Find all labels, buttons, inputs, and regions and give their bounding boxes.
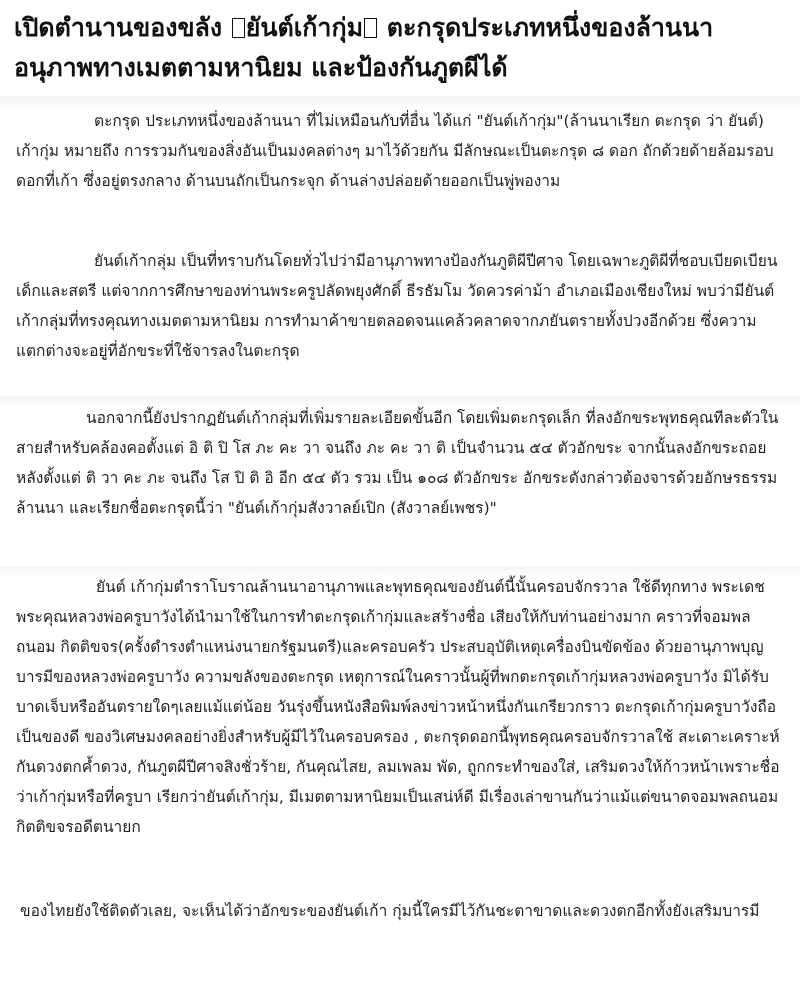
missing-glyph-icon (232, 18, 245, 38)
article-paragraph-1: ตะกรุด ประเภทหนึ่งของล้านนา ที่ไม่เหมือนกับที่อื่น ได้แก่ "ยันต์เก้ากุ่ม"(ล้านนาเรียก ตะกรุด ว่า ยันต์) เก้ากุ่ม หมายถึง การรวมกันของสิ่งอันเป็นมงคลต่างๆ มาไว้ด้วยกัน มีลักษณะเป็นตะกรุด ๘ ดอก ถักด้วยด้ายล้อมรอบดอกที่เก้า ซึ่งอยู่ตรงกลาง ด้านบนถักเป็นกระจุก ด้านล่างปล่อยด้ายออกเป็นพู่พองาม (16, 112, 774, 190)
title-part-2: ยันต์เก้ากุ่ม (245, 13, 364, 42)
article-paragraph-3: นอกจากนี้ยังปรากฏยันต์เก้ากลุ่มที่เพิ่มรายละเอียดขั้นอีก โดยเพิ่มตะกรุดเล็ก ที่ลงอักขระพุทธคุณทีละตัวในสายสำหรับคล้องคอตั้งแต่ อิ ติ ปิ โส ภะ คะ วา จนถึง ภะ คะ วา ติ เป็นจำนวน ๕๔ ตัวอักขระ จากนั้นลงอักขระถอยหลังตั้งแต่ ติ วา คะ ภะ จนถึง โส ปิ ติ อิ อีก ๕๔ ตัว รวม เป็น ๑๐๘ ตัวอักขระ อักขระดังกล่าวต้องจารด้วยอักษรธรรมล้านนา และเรียกชื่อตะกรุดนี้ว่า "ยันต์เก้ากุ่มสังวาลย์เปิก (สังวาลย์เพชร)" (16, 409, 779, 517)
article-paragraph-2: ยันต์เก้ากลุ่ม เป็นที่ทราบกันโดยทั่วไปว่ามีอานุภาพทางป้องกันภูติผีปีศาจ โดยเฉพาะภูติผีที่ชอบเบียดเบียนเด็กและสตรี แต่จากการศึกษาของท่านพระครูปลัดพยุงศักดิ์ ธีรธัมโม วัดควรค่าม้า อำเภอเมืองเชียงใหม่ พบว่ามียันต์เก้ากลุ่มที่ทรงคุณทางเมตตามหานิยม การทำมาค้าขายตลอดจนแคล้วคลาดจากภยันตรายทั้งปวงอีกด้วย ซึ่งความแตกต่างจะอยู่ที่อักขระที่ใช้จารลงในตะกรุด (16, 252, 778, 360)
article-paragraph-5: ของไทยยังใช้ติดตัวเลย, จะเห็นได้ว่าอักขระของยันต์เก้า กุ่มนี้ใครมีไว้กันชะตาขาดและดวงตกอีกทั้งยังเสริมบารมี (20, 902, 760, 920)
title-part-3: ตะกรุดประเภทหนึ่งของล้านนา อนุภาพทางเมตตามหานิยม และป้องกันภูตผีได้ (14, 13, 714, 82)
article-title (14, 8, 790, 88)
article-paragraph-4: ยันต์ เก้ากุ่มตำราโบราณล้านนาอานุภาพและพุทธคุณของยันต์นี้นั้นครอบจักรวาล ใช้ดีทุกทาง พระเดชพระคุณหลวงพ่อครูบาวังได้นำมาใช้ในการทำตะกรุดเก้ากุ่มและสร้างชื่อ เสียงให้กับท่านอย่างมาก คราวที่จอมพลถนอม กิตติขจร(ครั้งดำรงตำแหน่งนายกรัฐมนตรี)และครอบครัว ประสบอุบัติเหตุเครื่องบินขัดข้อง ด้วยอานุภาพบุญบารมีของหลวงพ่อครูบาวัง ความขลังของตะกรุด เหตุการณ์ในคราวนั้นผู้ที่พกตะกรุดเก้ากุ่มหลวงพ่อครูบาวัง มิได้รับบาดเจ็บหรืออันตรายใดๆเลยแม้แต่น้อย วันรุ่งขึ้นหนังสือพิมพ์ลงข่าวหน้าหนึ่งกันเกรียวกราว ตะกรุดเก้ากุ่มครูบาวังถือเป็นของดี ของวิเศษมงคลอย่างยิ่งสำหรับผู้มีไว้ในครอบครอง , ตะกรุดดอกนี้พุทธคุณครอบจักรวาลใช้ สะเดาะเคราะห์กันดวงตกค้ำดวง, กันภูตผีปีศาจสิงชั่วร้าย, กันคุณไสย, ลมเพลม พัด, ถูกกระทำของใส่, เสริมดวงให้ก้าวหน้าเพราะชื่อว่าเก้ากุ่มหรือที่ครูบา เรียกว่ายันต์เก้ากุ่ม, มีเมตตามหานิยมเป็นเสน่ห์ดี มีเรื่องเล่าขานกันว่าแม้แต่ขนาดจอมพลถนอม กิตติขจรอดีตนายก (16, 578, 780, 836)
missing-glyph-icon (364, 18, 377, 38)
title-part-1: เปิดตำนานของขลัง (14, 13, 231, 42)
